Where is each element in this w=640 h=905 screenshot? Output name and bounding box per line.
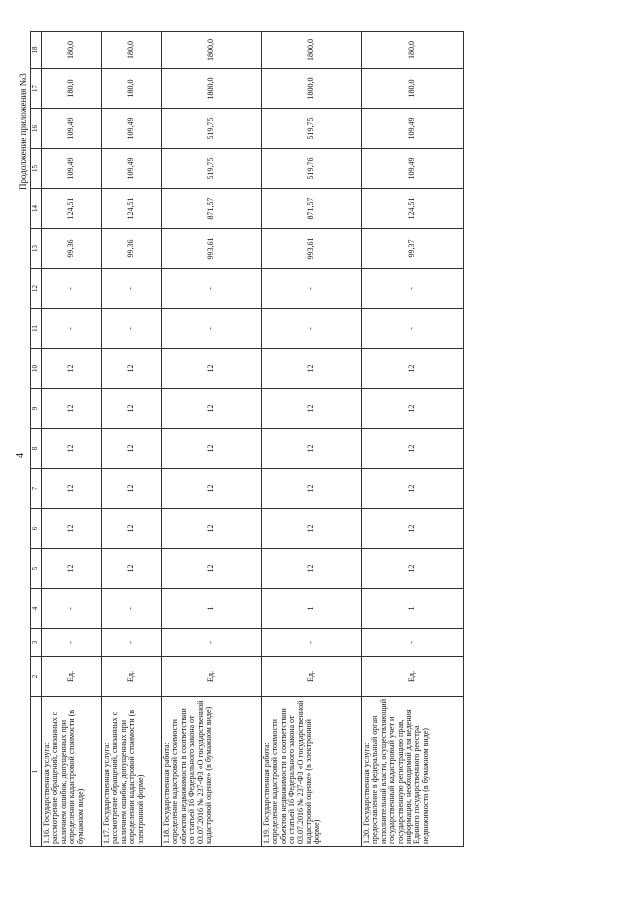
table-cell: -: [42, 589, 102, 629]
table-cell: 99,36: [42, 229, 102, 269]
table-cell: 12: [102, 549, 162, 589]
table-cell: 519,75: [162, 109, 262, 149]
table-cell: 12: [42, 549, 102, 589]
table-cell: 12: [162, 469, 262, 509]
table-cell: 12: [362, 389, 464, 429]
column-header: 7: [31, 469, 42, 509]
column-header: 10: [31, 349, 42, 389]
table-cell: -: [42, 309, 102, 349]
table-cell: 1: [362, 589, 464, 629]
table-cell: 12: [42, 349, 102, 389]
table-cell: 180,0: [42, 69, 102, 109]
column-header: 14: [31, 189, 42, 229]
table-cell: -: [362, 269, 464, 309]
table-cell: 519,75: [262, 109, 362, 149]
table-cell: 519,75: [162, 149, 262, 189]
table-cell: 109,49: [362, 149, 464, 189]
annex-caption: Продолжение приложения №3: [18, 73, 28, 190]
table-cell: 12: [262, 389, 362, 429]
table-cell: 12: [262, 349, 362, 389]
column-header: 6: [31, 509, 42, 549]
table-cell: 12: [262, 429, 362, 469]
table-cell: -: [42, 269, 102, 309]
column-header: 17: [31, 69, 42, 109]
table-cell: 1800,0: [162, 69, 262, 109]
column-header: 3: [31, 629, 42, 657]
table-cell: 12: [42, 429, 102, 469]
table-cell: -: [102, 269, 162, 309]
table-cell: 180,0: [362, 32, 464, 69]
table-cell: 109,49: [362, 109, 464, 149]
table-cell: Ед.: [362, 657, 464, 697]
table-cell: 993,61: [262, 229, 362, 269]
service-name-cell: 1.19. Государственная работа: определение кадастровой стоимости объектов недвижимости в соответствии со статьей 16 Федерального закона от 03.07.2016 № 237-ФЗ «О государственной кадастровой оценке» (в электронной форме): [262, 697, 362, 847]
column-header: 1: [31, 697, 42, 847]
table-cell: 12: [42, 389, 102, 429]
table-row: [102, 32, 162, 847]
table-cell: -: [262, 629, 362, 657]
table-cell: 124,51: [102, 189, 162, 229]
table-cell: 12: [362, 509, 464, 549]
table-cell: 99,37: [362, 229, 464, 269]
table-cell: -: [162, 269, 262, 309]
table-cell: 519,76: [262, 149, 362, 189]
table-cell: 1: [162, 589, 262, 629]
column-header: 9: [31, 389, 42, 429]
column-header: 16: [31, 109, 42, 149]
table-cell: -: [102, 589, 162, 629]
table-cell: Ед.: [102, 657, 162, 697]
table-cell: -: [362, 309, 464, 349]
table-cell: 109,49: [102, 149, 162, 189]
table-cell: 12: [42, 509, 102, 549]
table-cell: 871,57: [162, 189, 262, 229]
column-header: 12: [31, 269, 42, 309]
table-cell: 1: [262, 589, 362, 629]
table-cell: 124,51: [362, 189, 464, 229]
table-row: [42, 32, 102, 847]
table-cell: 1800,0: [262, 69, 362, 109]
table-cell: 109,49: [42, 149, 102, 189]
table-cell: 99,36: [102, 229, 162, 269]
column-header: 11: [31, 309, 42, 349]
table-cell: Ед.: [42, 657, 102, 697]
table-cell: 109,49: [102, 109, 162, 149]
table-cell: 12: [362, 429, 464, 469]
table-cell: 12: [102, 469, 162, 509]
table-cell: -: [362, 629, 464, 657]
column-header: 4: [31, 589, 42, 629]
service-name-cell: 1.17. Государственная услуга: рассмотрение обращений, связанных с наличием ошибок, допущенных при определении кадастровой стоимости (в электронной форме): [102, 697, 162, 847]
table-cell: 12: [102, 389, 162, 429]
table-cell: Ед.: [162, 657, 262, 697]
table-cell: 12: [102, 429, 162, 469]
table-cell: 12: [102, 349, 162, 389]
table-cell: 12: [362, 549, 464, 589]
table-cell: 180,0: [102, 32, 162, 69]
table-cell: 12: [162, 349, 262, 389]
column-header: 13: [31, 229, 42, 269]
table-cell: 109,49: [42, 109, 102, 149]
table-cell: -: [262, 309, 362, 349]
table-header-row: [31, 32, 42, 847]
table-cell: -: [102, 629, 162, 657]
table-cell: -: [162, 629, 262, 657]
tariff-table: [30, 31, 464, 847]
table-cell: 12: [162, 549, 262, 589]
column-header: 8: [31, 429, 42, 469]
column-header: 2: [31, 657, 42, 697]
table-cell: 871,57: [262, 189, 362, 229]
table-cell: Ед.: [262, 657, 362, 697]
table-cell: 12: [362, 469, 464, 509]
column-header: 5: [31, 549, 42, 589]
table-cell: 1800,0: [162, 32, 262, 69]
table-row: [162, 32, 262, 847]
service-name-cell: 1.20. Государственная услуга: предоставление в федеральный орган исполнительной власти, осуществляющий государственный кадастровый учет и государственную регистрацию прав, информации, необходимой для ведения Единого государственного реестра недвижимости (в бумажном виде): [362, 697, 464, 847]
table-cell: 12: [362, 349, 464, 389]
page-number: 4: [15, 453, 26, 458]
table-cell: 12: [262, 469, 362, 509]
table-row: [262, 32, 362, 847]
table-cell: 180,0: [42, 32, 102, 69]
table-cell: -: [162, 309, 262, 349]
table-cell: 180,0: [362, 69, 464, 109]
column-header: 18: [31, 32, 42, 69]
table-cell: 1800,0: [262, 32, 362, 69]
table-row: [362, 32, 464, 847]
table-cell: 12: [262, 549, 362, 589]
table-cell: 12: [162, 509, 262, 549]
table-cell: 180,0: [102, 69, 162, 109]
table-cell: -: [42, 629, 102, 657]
table-cell: 124,51: [42, 189, 102, 229]
table-cell: 12: [42, 469, 102, 509]
column-header: 15: [31, 149, 42, 189]
table-cell: 12: [162, 429, 262, 469]
table-cell: 12: [162, 389, 262, 429]
table-cell: -: [102, 309, 162, 349]
table-cell: 12: [262, 509, 362, 549]
service-name-cell: 1.18. Государственная работа: определение кадастровой стоимости объектов недвижимости в соответствии со статьей 16 Федерального закона от 03.07.2016 № 237-ФЗ «О государственной кадастровой оценке» (в бумажном виде): [162, 697, 262, 847]
table-cell: 12: [102, 509, 162, 549]
service-name-cell: 1.16. Государственная услуга: рассмотрение обращений, связанных с наличием ошибок, допущенных при определении кадастровой стоимости (в бумажном виде): [42, 697, 102, 847]
table-cell: -: [262, 269, 362, 309]
table-cell: 993,61: [162, 229, 262, 269]
